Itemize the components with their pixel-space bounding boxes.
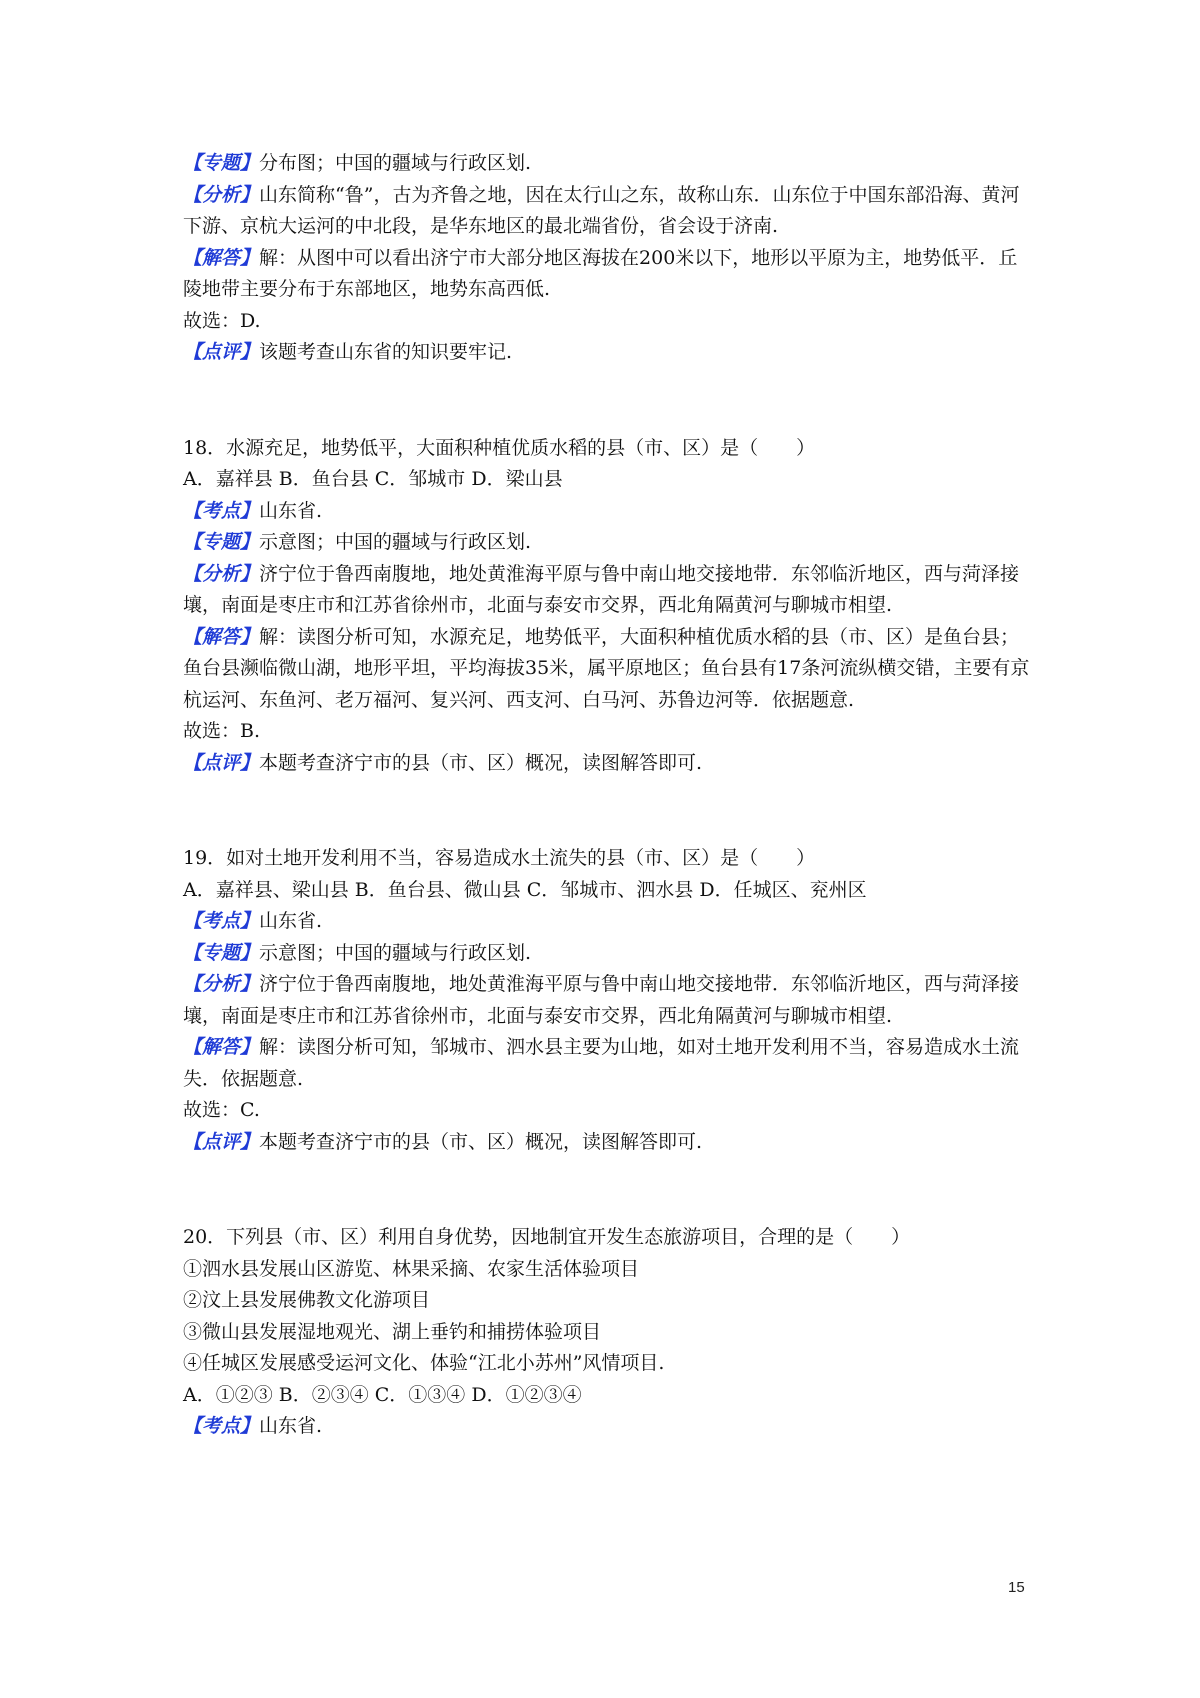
fenxi-text: 山东简称“鲁”，古为齐鲁之地，因在太行山之东，故称山东．山东位于中国东部沿海、黄河下游、京杭大运河的中北段，是华东地区的最北端省份，省会设于济南. [183,183,1020,237]
question-18-stem: 18．水源充足，地势低平，大面积种植优质水稻的县（市、区）是（ ） [183,436,816,459]
zhuanti-line [183,148,1033,180]
q19-dianping-line [183,1127,1033,1159]
q18-answer-line: 故选：B. [183,720,261,742]
fenxi-paragraph [183,180,1033,243]
section-gap [183,1158,1033,1222]
question-20-item-2: ②汶上县发展佛教文化游项目 [183,1289,431,1311]
q19-jieda-paragraph [183,1032,1033,1095]
dianping-text: 本题考查济宁市的县（市、区）概况，读图解答即可. [259,751,703,774]
question-20-options: A．①②③ B．②③④ C．①③④ D．①②③④ [183,1383,582,1406]
kaodian-tag: 【考点】 [183,910,260,932]
question-19-options: A．嘉祥县、梁山县 B．鱼台县、微山县 C．邹城市、泗水县 D．任城区、兖州区 [183,878,867,901]
fenxi-text: 济宁位于鲁西南腹地，地处黄淮海平原与鲁中南山地交接地带．东邻临沂地区，西与菏泽接壤，南面是枣庄市和江苏省徐州市，北面与泰安市交界，西北角隔黄河与聊城市相望. [183,973,1020,1027]
jieda-text: 解：读图分析可知，邹城市、泗水县主要为山地，如对土地开发利用不当，容易造成水土流失．依据题意. [183,1036,1020,1090]
q19-zhuanti-line [183,938,1033,970]
kaodian-text: 山东省. [259,910,323,932]
question-20-item-4: ④任城区发展感受运河文化、体验“江北小苏州”风情项目. [183,1352,665,1374]
dianping-text: 本题考查济宁市的县（市、区）概况，读图解答即可. [259,1130,703,1153]
jieda-tag: 【解答】 [183,1036,260,1058]
dianping-tag: 【点评】 [183,1130,260,1153]
zhuanti-tag: 【专题】 [183,941,260,964]
section-gap [183,779,1033,843]
jieda-text: 解：从图中可以看出济宁市大部分地区海拔在200米以下，地形以平原为主，地势低平．丘陵地带主要分布于东部地区，地势东高西低. [183,246,1018,300]
fenxi-text: 济宁位于鲁西南腹地，地处黄淮海平原与鲁中南山地交接地带．东邻临沂地区，西与菏泽接壤，南面是枣庄市和江苏省徐州市，北面与泰安市交界，西北角隔黄河与聊城市相望. [183,562,1020,616]
dianping-tag: 【点评】 [183,341,260,363]
jieda-tag: 【解答】 [183,246,260,269]
q18-dianping-line [183,748,1033,780]
zhuanti-text: 示意图；中国的疆域与行政区划. [259,941,532,964]
q19-fenxi-paragraph [183,969,1033,1032]
question-18-options: A．嘉祥县 B．鱼台县 C．邹城市 D．梁山县 [183,468,563,490]
question-19-stem: 19．如对土地开发利用不当，容易造成水土流失的县（市、区）是（ ） [183,847,816,869]
zhuanti-text: 示意图；中国的疆域与行政区划. [259,531,532,553]
section-gap [183,369,1033,433]
jieda-text: 解：读图分析可知，水源充足，地势低平，大面积种植优质水稻的县（市、区）是鱼台县；鱼台县濒临微山湖，地形平坦，平均海拔35米，属平原地区；鱼台县有17条河流纵横交错，主要有京杭运河、东鱼河、老万福河、复兴河、西支河、白马河、苏鲁边河等．依据题意. [183,625,1030,711]
dianping-tag: 【点评】 [183,751,260,774]
jieda-tag: 【解答】 [183,625,260,648]
q20-kaodian-line [183,1411,1033,1443]
kaodian-tag: 【考点】 [183,1415,260,1437]
page-content [183,148,1033,1443]
kaodian-text: 山东省. [259,499,323,522]
kaodian-text: 山东省. [259,1415,323,1437]
q18-jieda-paragraph [183,622,1033,717]
q18-kaodian-line [183,496,1033,528]
zhuanti-tag: 【专题】 [183,531,260,553]
dianping-text: 该题考查山东省的知识要牢记. [259,341,513,363]
fenxi-tag: 【分析】 [183,562,260,585]
q18-fenxi-paragraph [183,559,1033,622]
q18-zhuanti-line [183,527,1033,559]
zhuanti-tag: 【专题】 [183,152,260,174]
fenxi-tag: 【分析】 [183,973,260,995]
question-20-item-1: ①泗水县发展山区游览、林果采摘、农家生活体验项目 [183,1257,640,1280]
dianping-line [183,337,1033,369]
fenxi-tag: 【分析】 [183,183,260,206]
kaodian-tag: 【考点】 [183,499,260,522]
question-20-stem: 20．下列县（市、区）利用自身优势，因地制宜开发生态旅游项目，合理的是（ ） [183,1226,911,1248]
question-20-item-3: ③微山县发展湿地观光、湖上垂钓和捕捞体验项目 [183,1320,602,1343]
q19-kaodian-line [183,906,1033,938]
page-number: 15 [1008,1579,1025,1596]
answer-line: 故选：D. [183,309,261,332]
zhuanti-text: 分布图；中国的疆域与行政区划. [259,152,532,174]
jieda-paragraph [183,243,1033,306]
q19-answer-line: 故选：C. [183,1099,260,1121]
